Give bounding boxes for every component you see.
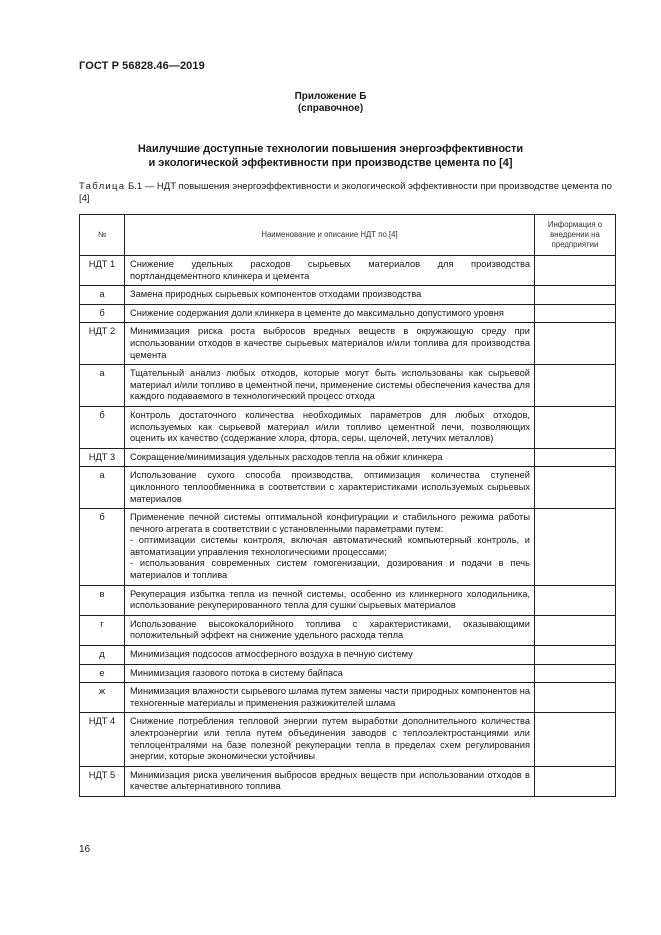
page-number: 16 — [79, 844, 91, 855]
table-row — [80, 615, 616, 645]
cell-info — [535, 615, 616, 645]
cell-info — [535, 766, 616, 796]
cell-desc: Снижение удельных расходов сырьевых материалов для производства портландцементного клинкера и цемента — [125, 256, 535, 286]
cell-num: а — [80, 365, 125, 407]
cell-num: НДТ 4 — [80, 713, 125, 766]
cell-info — [535, 286, 616, 305]
cell-num: е — [80, 664, 125, 683]
table-row — [80, 365, 616, 407]
table-row — [80, 683, 616, 713]
cell-num: д — [80, 646, 125, 665]
section-title-line-2: и экологической эффективности при производстве цемента по [4] — [148, 157, 513, 169]
table-row — [80, 766, 616, 796]
ndt-table — [79, 214, 616, 797]
cell-num: НДТ 3 — [80, 448, 125, 467]
cell-desc: Замена природных сырьевых компонентов отходами производства — [125, 286, 535, 305]
table-row — [80, 585, 616, 615]
cell-info — [535, 365, 616, 407]
header-info: Информация о внедрении на предприятии — [535, 215, 616, 256]
cell-desc: Сокращение/минимизация удельных расходов тепла на обжиг клинкера — [125, 448, 535, 467]
cell-info — [535, 664, 616, 683]
cell-info — [535, 585, 616, 615]
table-caption-label: Таблица — [79, 181, 126, 192]
table-row — [80, 286, 616, 305]
cell-num: а — [80, 467, 125, 509]
cell-info — [535, 256, 616, 286]
cell-info — [535, 304, 616, 323]
annex-subtitle: (справочное) — [297, 103, 364, 114]
cell-info — [535, 646, 616, 665]
table-row — [80, 323, 616, 365]
cell-desc: Минимизация подсосов атмосферного воздуха в печную систему — [125, 646, 535, 665]
cell-num: НДТ 2 — [80, 323, 125, 365]
cell-info — [535, 467, 616, 509]
cell-info — [535, 323, 616, 365]
table-row — [80, 713, 616, 766]
table-row — [80, 509, 616, 586]
standard-designation: ГОСТ Р 56828.46—2019 — [79, 60, 205, 72]
table-row — [80, 256, 616, 286]
table-row — [80, 406, 616, 448]
header-num: № — [80, 215, 125, 256]
annex-title: Приложение Б — [294, 91, 367, 102]
table-row — [80, 646, 616, 665]
cell-num: б — [80, 406, 125, 448]
cell-num: ж — [80, 683, 125, 713]
cell-desc: Контроль достаточного количества необходимых параметров для любых отходов, используемых как сырьевой материал и/или топливо цементной печи, позволяющих оценить их качество (содержание хлора, фтора, серы, щелочей, летучих металлов) — [125, 406, 535, 448]
cell-num: б — [80, 509, 125, 586]
cell-info — [535, 509, 616, 586]
cell-info — [535, 683, 616, 713]
cell-desc: Использование сухого способа производства, оптимизация количества ступеней циклонного теплообменника в соответствии с характеристиками используемых сырьевых материалов — [125, 467, 535, 509]
cell-info — [535, 713, 616, 766]
section-title-line-1: Наилучшие доступные технологии повышения энергоэффективности — [137, 143, 524, 155]
cell-desc: Минимизация риска увеличения выбросов вредных веществ при использовании отходов в качестве альтернативного топлива — [125, 766, 535, 796]
cell-info — [535, 406, 616, 448]
table-caption-text: Б.1 — НДТ повышения энергоэффективности и экологической эффективности при производстве цемента по [4] — [79, 181, 612, 204]
table-row — [80, 448, 616, 467]
table-row — [80, 304, 616, 323]
cell-desc: Снижение потребления тепловой энергии путем выработки дополнительного количества электроэнергии или тепла путем объединения заводов с теплоэлектростанциями или теплоцентралями на базе полезной рекуперации тепла в пределах схем регулирования энергии, которые экономически устойчивы — [125, 713, 535, 766]
cell-desc: Тщательный анализ любых отходов, которые могут быть использованы как сырьевой материал и/или топливо в цементной печи, применение системы обеспечения качества для каждого подаваемого в технологический процесс отхода — [125, 365, 535, 407]
table-header-row — [80, 215, 616, 256]
section-title — [0, 142, 661, 170]
cell-desc: Минимизация газового потока в систему байпаса — [125, 664, 535, 683]
table-row — [80, 664, 616, 683]
cell-num: в — [80, 585, 125, 615]
cell-desc: Снижение содержания доли клинкера в цементе до максимально допустимого уровня — [125, 304, 535, 323]
cell-info — [535, 448, 616, 467]
table-body — [80, 256, 616, 797]
cell-num: г — [80, 615, 125, 645]
cell-desc: Использование высококалорийного топлива с характеристиками, оказывающими положительный эффект на снижение удельного расхода тепла — [125, 615, 535, 645]
cell-desc: Минимизация риска роста выбросов вредных веществ в окружающую среду при использовании отходов в качестве сырьевых материалов и/или топлива для производства цемента — [125, 323, 535, 365]
cell-desc: Применение печной системы оптимальной конфигурации и стабильного режима работы печного агрегата в соответствии с установленными параметрами путем: - оптимизации системы контроля, включая автоматический компьютерный контроль, и автоматизации управления технологическими процессами; - использования современных систем гомогенизации, дозирования и подачи в печь материалов и топлива — [125, 509, 535, 586]
cell-num: б — [80, 304, 125, 323]
table-caption — [79, 181, 619, 205]
cell-desc: Минимизация влажности сырьевого шлама путем замены части природных компонентов на техногенные материалы и применения разжижителей шлама — [125, 683, 535, 713]
cell-num: НДТ 5 — [80, 766, 125, 796]
header-desc: Наименование и описание НДТ по [4] — [125, 215, 535, 256]
cell-num: а — [80, 286, 125, 305]
table-row — [80, 467, 616, 509]
cell-desc: Рекуперация избытка тепла из печной системы, особенно из клинкерного холодильника, использование рекуперированного тепла для сушки сырьевых материалов — [125, 585, 535, 615]
cell-num: НДТ 1 — [80, 256, 125, 286]
